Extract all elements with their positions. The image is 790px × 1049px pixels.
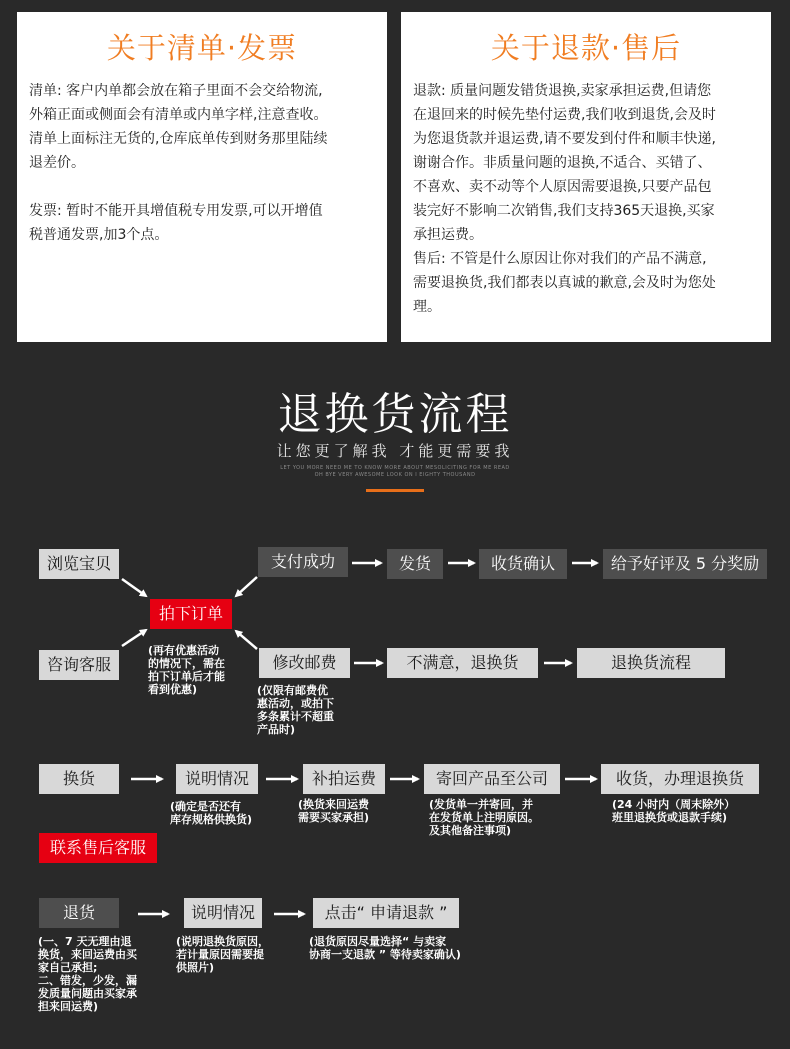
- send-back-step: 寄回产品至公司: [424, 764, 560, 794]
- invoice-line: 发票: 暂时不能开具增值税专用发票,可以开增值: [29, 203, 323, 219]
- browse-step: 浏览宝贝: [39, 549, 119, 579]
- invoice-line: 退差价。: [29, 155, 85, 171]
- arrow-icon: [122, 630, 146, 646]
- refund-line: 承担运费。: [413, 227, 483, 243]
- arrow-icon: [236, 631, 257, 649]
- receipt-confirm-step: 收货确认: [479, 549, 567, 579]
- apply-refund-step: 点击“ 申请退款 ”: [313, 898, 459, 928]
- place-order-step: 拍下订单: [150, 599, 232, 629]
- refund-line: 谢谢合作。非质量问题的退换,不适合、买错了、: [413, 155, 712, 171]
- refund-line: 不喜欢、卖不动等个人原因需要退换,只要产品包: [413, 179, 712, 195]
- ship-step: 发货: [387, 549, 443, 579]
- arrow-icon: [236, 577, 257, 596]
- flow-subtitle: 让您更了解我 才能更需要我: [276, 442, 514, 460]
- return-process-step: 退换货流程: [577, 648, 725, 678]
- invoice-line: 清单上面标注无货的,仓库底单传到财务那里陆续: [29, 131, 328, 147]
- refund-line: 装完好不影响二次销售,我们支持365天退换,买家: [413, 203, 715, 219]
- flow-english-line: OH BYE VERY AWESOME LOOK ON I EIGHTY THOUSAND: [314, 472, 476, 478]
- refund-line: 理。: [413, 299, 441, 315]
- refund-line: 售后: 不管是什么原因让你对我们的产品不满意,: [413, 251, 707, 267]
- exchange-explain-note: (确定是否还有 库存规格供换货): [170, 800, 253, 826]
- refund-line: 需要退换货,我们都表以真诚的歉意,会及时为您处: [413, 275, 716, 291]
- refund-step: 退货: [39, 898, 119, 928]
- refund-explain-step: 说明情况: [184, 898, 262, 928]
- review-reward-step: 给予好评及 5 分奖励: [603, 549, 767, 579]
- refund-card-title: 关于退款·售后: [490, 31, 682, 65]
- receive-process-step: 收货，办理退换货: [601, 764, 759, 794]
- repay-shipping-note: (换货来回运费 需要买家承担): [298, 798, 370, 824]
- order-note: (再有优惠活动 的情况下，需在 拍下订单后才能 看到优惠): [148, 644, 225, 696]
- consult-service-step: 咨询客服: [39, 650, 119, 680]
- invoice-line: 税普通发票,加3个点。: [29, 227, 169, 243]
- flow-english-line: LET YOU MORE NEED ME TO KNOW MORE ABOUT MESOLICITING FOR ME READ: [280, 465, 510, 471]
- invoice-line: 清单: 客户内单都会放在箱子里面不会交给物流,: [29, 83, 323, 99]
- repay-shipping-step: 补拍运费: [303, 764, 385, 794]
- refund-line: 退款: 质量问题发错货退换,卖家承担运费,但请您: [413, 83, 712, 99]
- invoice-card-title: 关于清单·发票: [106, 31, 298, 65]
- send-back-note: (发货单一并寄回，并 在发货单上注明原因。 及其他备注事项): [429, 798, 539, 837]
- apply-refund-note: (退货原因尽量选择“ 与卖家 协商一支退款 ” 等待卖家确认): [309, 935, 461, 961]
- contact-aftersales-step: 联系售后客服: [39, 833, 157, 863]
- flow-title: 退换货流程: [277, 389, 513, 440]
- modify-postage-step: 修改邮费: [259, 648, 350, 678]
- refund-explain-note: (说明退换货原因， 若计量原因需要提 供照片): [176, 935, 270, 974]
- pay-success-step: 支付成功: [258, 547, 348, 577]
- refund-note: (一、7 天无理由退 换货，来回运费由买 家自己承担; 二、错发，少发，漏 发质量问题由买家承 担来回运费): [38, 935, 137, 1013]
- invoice-line: 外箱正面或侧面会有清单或内单字样,注意查收。: [29, 107, 328, 123]
- exchange-step: 换货: [39, 764, 119, 794]
- receive-process-note: (24 小时内（周末除外） 班里退换货或退款手续): [612, 798, 736, 824]
- refund-line: 为您退货款并退运费,请不要发到付件和顺丰快递,: [413, 131, 716, 147]
- modify-postage-note: (仅限有邮费优 惠活动，或拍下 多条累计不超重 产品时): [257, 684, 334, 736]
- unsatisfied-return-step: 不满意，退换货: [387, 648, 538, 678]
- arrow-icon: [122, 579, 146, 596]
- refund-line: 在退回来的时候先垫付运费,我们收到退货,会及时: [413, 107, 716, 123]
- exchange-explain-step: 说明情况: [176, 764, 258, 794]
